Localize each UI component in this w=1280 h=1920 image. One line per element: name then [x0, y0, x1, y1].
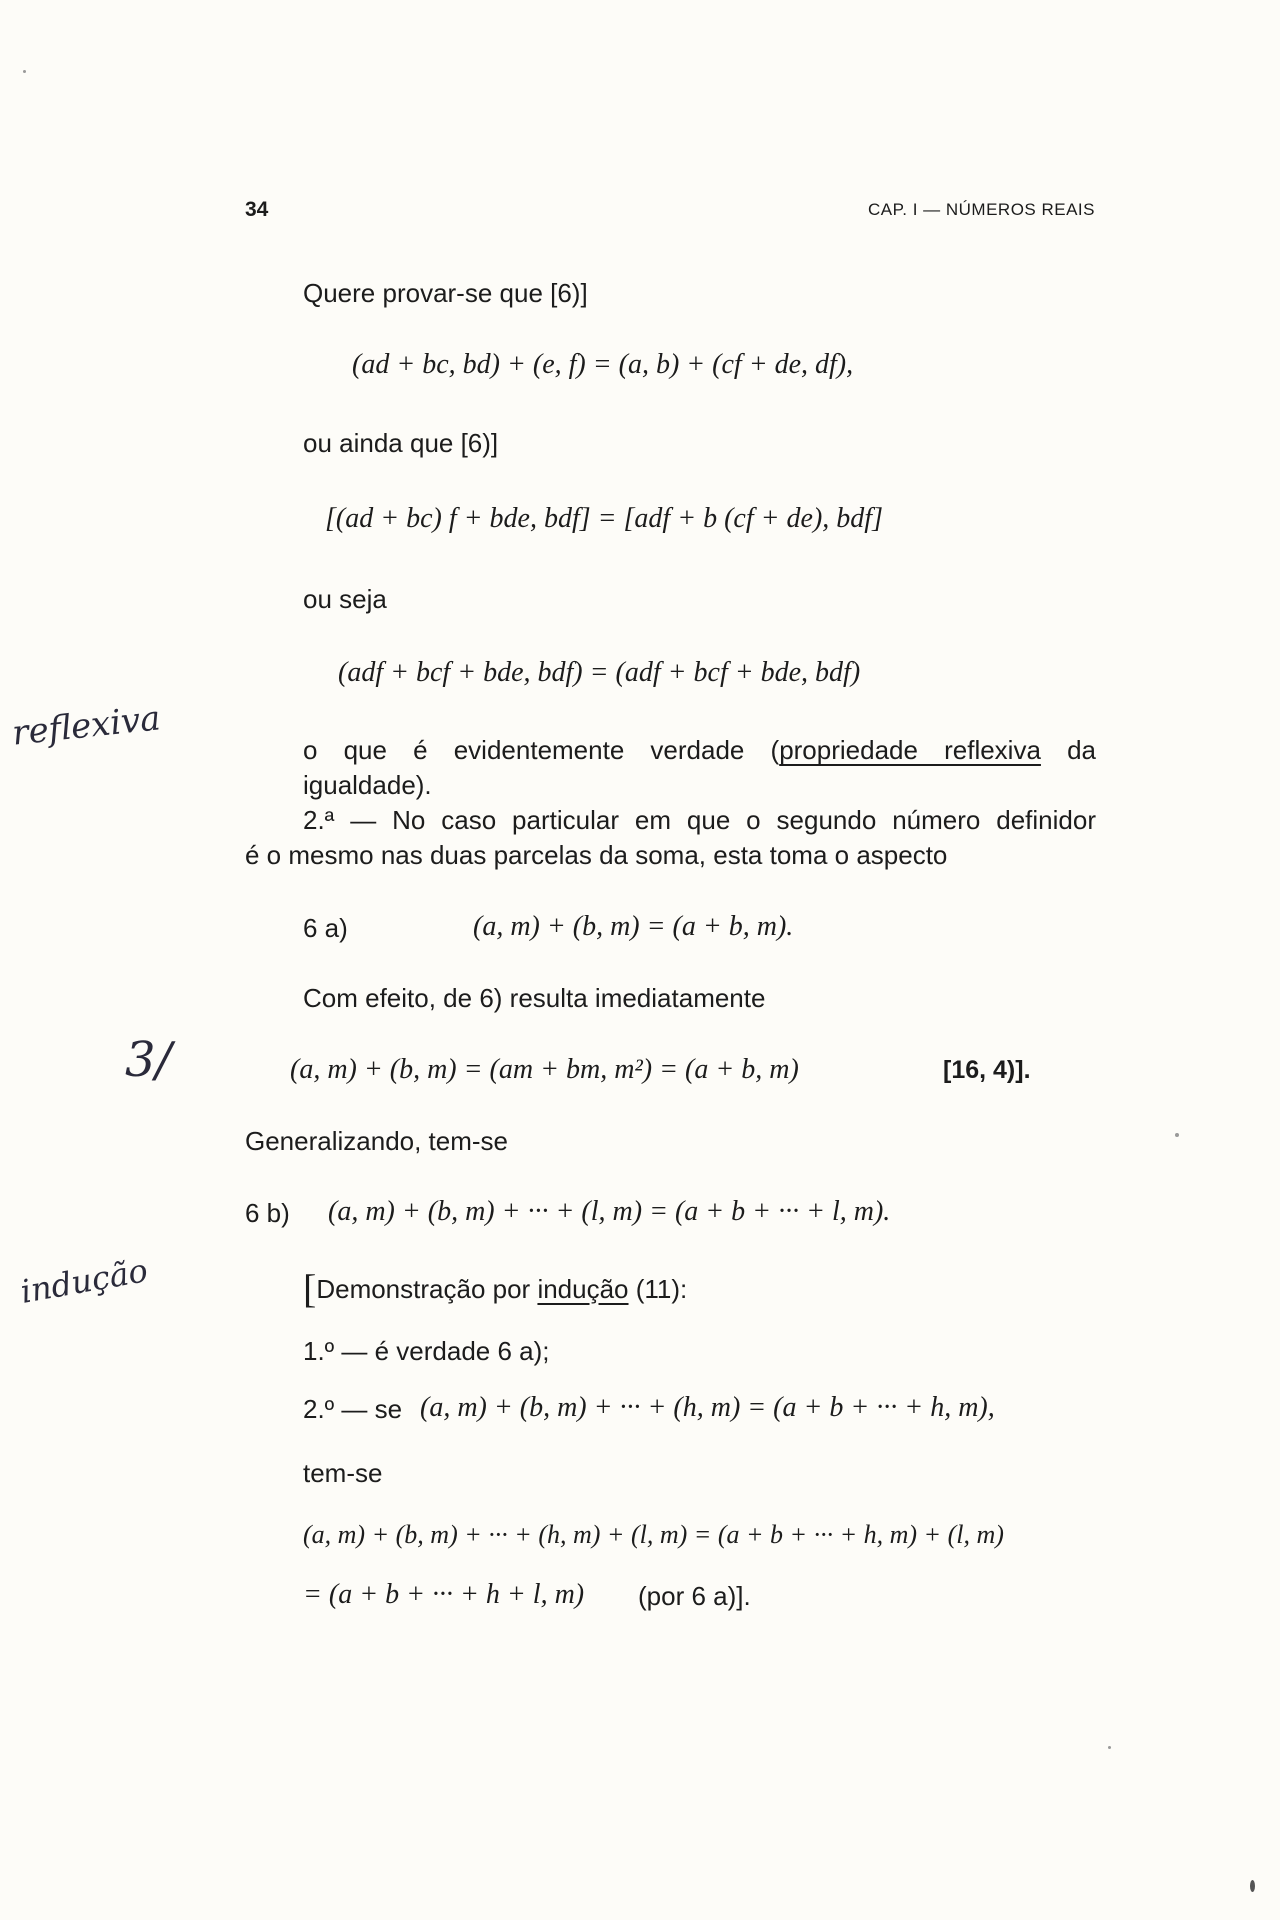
- equation-5: (a, m) + (b, m) = (am + bm, m²) = (a + b, m): [290, 1054, 799, 1085]
- equation-4: (a, m) + (b, m) = (a + b, m).: [473, 911, 794, 942]
- demonstration-step-2-label: 2.º — se: [303, 1394, 403, 1424]
- paragraph-7: Generalizando, tem-se: [245, 1126, 509, 1156]
- scan-speck: [1108, 1746, 1111, 1749]
- margin-note-inducao: indução: [17, 1251, 151, 1311]
- equation-4-label: 6 a): [303, 913, 348, 943]
- demonstration-heading: [303, 1266, 688, 1311]
- equation-8-suffix: (por 6 a)].: [638, 1581, 751, 1611]
- equation-6-label: 6 b): [245, 1198, 290, 1228]
- paragraph-5-line-1: 2.ª — No caso particular em que o segundo número definidor: [303, 805, 1096, 835]
- equation-6: (a, m) + (b, m) + ··· + (l, m) = (a + b + ··· + l, m).: [328, 1196, 891, 1227]
- chapter-title: CAP. I — NÚMEROS REAIS: [867, 200, 1095, 219]
- paragraph-5-line-2: é o mesmo nas duas parcelas da soma, esta toma o aspecto: [245, 840, 948, 870]
- paragraph-1: Quere provar-se que [6)]: [303, 278, 588, 308]
- open-bracket: [: [303, 1266, 317, 1311]
- equation-3: (adf + bcf + bde, bdf) = (adf + bcf + bde, bdf): [338, 657, 861, 688]
- paragraph-3: ou seja: [303, 584, 387, 614]
- paragraph-4-text: o que é evidentemente verdade (: [303, 735, 780, 765]
- underlined-phrase: propriedade reflexiva: [779, 735, 1041, 765]
- equation-8: = (a + b + ··· + h + l, m): [303, 1579, 585, 1610]
- paragraph-4-line-2: igualdade).: [303, 770, 432, 800]
- paragraph-4-end: da: [1040, 735, 1096, 765]
- margin-note-reflexiva: reflexiva: [10, 698, 163, 754]
- equation-5-ref-text: [16, 4)].: [943, 1056, 1031, 1084]
- equation-1: (ad + bc, bd) + (e, f) = (a, b) + (cf + de, df),: [352, 349, 854, 380]
- demonstration-end: (11):: [628, 1274, 688, 1304]
- equation-5-reference: [943, 1054, 1031, 1086]
- scan-speck: [1250, 1880, 1255, 1892]
- demonstration-step-2: (a, m) + (b, m) + ··· + (h, m) = (a + b + ··· + h, m),: [420, 1392, 995, 1423]
- demonstration-step-1: 1.º — é verdade 6 a);: [303, 1336, 550, 1366]
- paragraph-2: ou ainda que [6)]: [303, 428, 499, 458]
- scan-speck: [1175, 1133, 1179, 1137]
- scan-speck: [23, 70, 26, 73]
- demonstration-text: Demonstração por: [316, 1274, 538, 1304]
- paragraph-4: [303, 735, 1096, 766]
- margin-note-number: 3/: [125, 1032, 172, 1088]
- paragraph-6: Com efeito, de 6) resulta imediatamente: [303, 983, 766, 1013]
- equation-2: [(ad + bc) f + bde, bdf] = [adf + b (cf + de), bdf]: [325, 503, 883, 534]
- underlined-word: indução: [537, 1274, 629, 1304]
- paragraph-8: tem-se: [303, 1458, 383, 1488]
- equation-7: (a, m) + (b, m) + ··· + (h, m) + (l, m) = (a + b + ··· + h, m) + (l, m): [303, 1520, 1004, 1549]
- page-number: 34: [245, 198, 269, 221]
